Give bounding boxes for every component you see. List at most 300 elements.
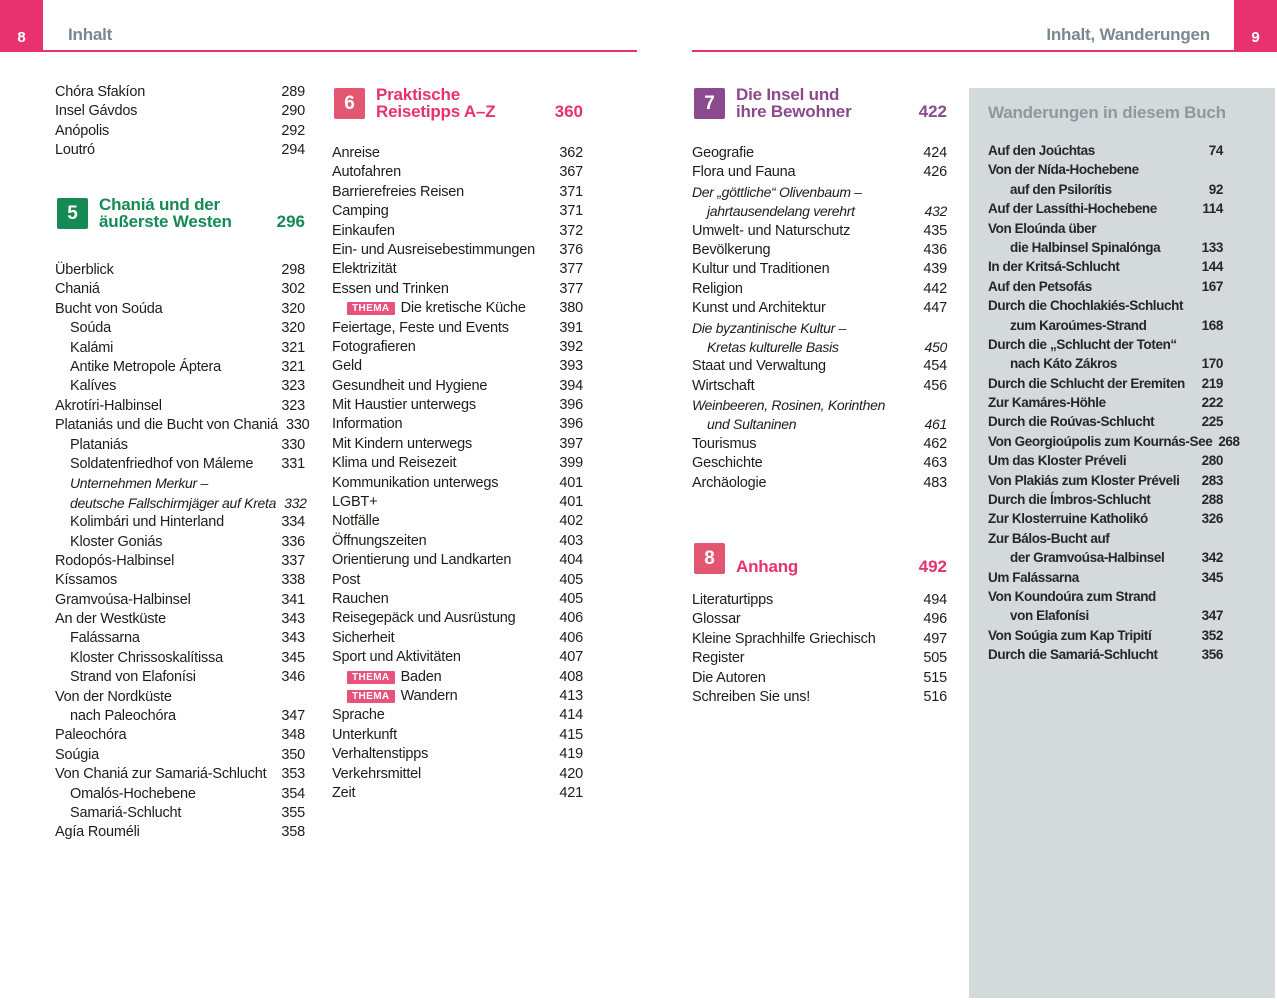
hike-entry xyxy=(988,318,1223,337)
entry-label: Zur Kamáres-Höhle xyxy=(988,395,1106,411)
entry-page: 439 xyxy=(923,261,947,278)
entry-label: Von Koundoúra zum Strand xyxy=(988,588,1156,604)
entry-label: Notfälle xyxy=(332,513,380,530)
thema-badge: THEMA xyxy=(347,302,395,315)
entry-label: Mit Kindern unterwegs xyxy=(332,435,473,452)
entry-label: Paleochóra xyxy=(55,727,127,744)
toc-entry xyxy=(332,513,583,532)
entry-label: Durch die Samariá-Schlucht xyxy=(988,647,1158,663)
hike-entry xyxy=(988,570,1223,589)
toc-entry xyxy=(332,145,583,164)
toc-entry xyxy=(332,727,583,746)
entry-label: Samariá-Schlucht xyxy=(70,805,182,821)
toc-entry xyxy=(55,514,305,533)
entry-page: 392 xyxy=(559,338,583,355)
entry-label: Reisegepäck und Ausrüstung xyxy=(332,610,516,627)
hike-entry xyxy=(988,608,1223,627)
toc-entry xyxy=(692,592,947,611)
section-5-title-line1: Chaniá und der xyxy=(99,195,220,215)
entry-page: 92 xyxy=(1208,181,1223,197)
entry-page: 219 xyxy=(1201,375,1223,391)
entry-label: Archäologie xyxy=(692,474,767,491)
toc-entry xyxy=(332,610,583,629)
entry-page: 332 xyxy=(284,494,307,511)
toc-entry xyxy=(55,650,305,669)
toc-entry xyxy=(55,340,305,359)
toc-entry xyxy=(332,300,583,319)
entry-label: Glossar xyxy=(692,611,741,628)
toc-entry xyxy=(332,378,583,397)
entry-label: Geschichte xyxy=(692,455,763,472)
toc-entry xyxy=(55,437,305,456)
entry-page: 283 xyxy=(1201,472,1223,488)
entry-label: Von der Nída-Hochebene xyxy=(988,162,1139,178)
entry-label: Kultur und Traditionen xyxy=(692,261,830,278)
entry-page: 367 xyxy=(559,164,583,181)
entry-label: Geld xyxy=(332,358,362,375)
section-5-number-box: 5 xyxy=(57,198,88,229)
hike-entry xyxy=(988,162,1223,181)
entry-label: und Sultaninen xyxy=(707,416,797,433)
entry-label: Von der Nordküste xyxy=(55,688,172,705)
toc-list-section8 xyxy=(692,592,947,708)
entry-page: 515 xyxy=(923,669,947,686)
section-7-heading xyxy=(692,86,947,120)
toc-entry xyxy=(692,281,947,300)
entry-label: auf den Psilorítis xyxy=(1010,181,1112,197)
toc-entry xyxy=(332,203,583,222)
entry-label: Strand von Elafonísi xyxy=(70,669,196,686)
toc-entry xyxy=(55,301,305,320)
hike-entry xyxy=(988,201,1223,220)
toc-entry xyxy=(332,184,583,203)
toc-entry xyxy=(692,261,947,280)
entry-page: 401 xyxy=(559,474,583,491)
hike-entry xyxy=(988,279,1223,298)
toc-entry xyxy=(692,631,947,650)
entry-label: Um das Kloster Préveli xyxy=(988,453,1127,469)
toc-entry xyxy=(332,746,583,765)
toc-entry xyxy=(55,262,305,281)
entry-label: Durch die Schlucht der Eremiten xyxy=(988,375,1185,391)
entry-page: 432 xyxy=(924,203,947,220)
toc-entry xyxy=(55,103,305,122)
toc-entry xyxy=(55,786,305,805)
entry-label: Kunst und Architektur xyxy=(692,300,826,317)
entry-page: 372 xyxy=(559,222,583,239)
entry-page: 396 xyxy=(559,397,583,414)
entry-label: Öffnungszeiten xyxy=(332,532,427,549)
entry-label: Religion xyxy=(692,280,743,297)
entry-label: Umwelt- und Naturschutz xyxy=(692,222,851,239)
entry-label: Mit Haustier unterwegs xyxy=(332,397,476,414)
entry-page: 454 xyxy=(923,358,947,375)
entry-page: 353 xyxy=(281,766,305,783)
entry-label: Falássarna xyxy=(70,630,140,647)
page-number-right: 9 xyxy=(1234,0,1277,52)
entry-label: Flora und Fauna xyxy=(692,164,796,181)
toc-entry xyxy=(55,281,305,300)
entry-page: 404 xyxy=(559,552,583,569)
entry-label: Autofahren xyxy=(332,164,401,181)
hike-entry xyxy=(988,511,1223,530)
entry-page: 330 xyxy=(281,436,305,453)
entry-label: deutsche Fallschirmjäger auf Kreta xyxy=(70,494,277,511)
entry-page: 343 xyxy=(281,630,305,647)
hikes-list xyxy=(988,143,1240,667)
hike-entry xyxy=(988,395,1223,414)
toc-entry xyxy=(332,591,583,610)
entry-page: 331 xyxy=(281,455,305,472)
entry-page: 290 xyxy=(281,103,305,120)
entry-page: 345 xyxy=(1201,569,1223,585)
entry-page: 326 xyxy=(1201,511,1223,527)
entry-page: 114 xyxy=(1202,201,1223,217)
entry-label: Zur Klosterruine Katholikó xyxy=(988,511,1148,527)
entry-page: 144 xyxy=(1201,259,1223,275)
entry-page: 463 xyxy=(923,455,947,472)
entry-label: Chaniá xyxy=(55,281,100,298)
entry-page: 405 xyxy=(559,590,583,607)
entry-label: Plataniás xyxy=(70,436,128,453)
entry-page: 435 xyxy=(923,222,947,239)
section-7-page: 422 xyxy=(918,102,947,121)
toc-entry xyxy=(332,320,583,339)
toc-entry xyxy=(692,320,947,339)
entry-page: 426 xyxy=(923,164,947,181)
entry-page: 350 xyxy=(281,746,305,763)
entry-label: Die byzantinische Kultur – xyxy=(692,319,847,336)
hike-entry xyxy=(988,356,1223,375)
hike-entry xyxy=(988,182,1223,201)
entry-page: 461 xyxy=(924,416,947,433)
toc-entry xyxy=(55,475,305,494)
toc-entry xyxy=(692,300,947,319)
entry-page: 268 xyxy=(1218,433,1240,449)
section-5-page: 296 xyxy=(276,212,305,232)
entry-label: Sprache xyxy=(332,707,385,724)
entry-page: 168 xyxy=(1201,317,1223,333)
toc-entry xyxy=(332,688,583,707)
entry-label: Plataniás und die Bucht von Chaniá xyxy=(55,417,278,434)
toc-entry xyxy=(55,456,305,475)
entry-label: LGBT+ xyxy=(332,494,378,511)
toc-entry xyxy=(55,378,305,397)
entry-page: 362 xyxy=(559,145,583,161)
entry-label: Baden xyxy=(400,668,442,685)
hike-entry xyxy=(988,589,1223,608)
toc-column-2 xyxy=(332,86,583,804)
entry-page: 397 xyxy=(559,435,583,452)
toc-entry xyxy=(332,416,583,435)
toc-entry xyxy=(692,397,947,416)
entry-label: Camping xyxy=(332,203,389,220)
entry-label: Kloster Chrissoskalítissa xyxy=(70,649,223,666)
entry-page: 497 xyxy=(923,630,947,647)
entry-page: 377 xyxy=(559,280,583,297)
entry-page: 406 xyxy=(559,629,583,646)
entry-label: Auf den Petsofás xyxy=(988,278,1092,294)
entry-label: Fotografieren xyxy=(332,338,416,355)
toc-entry xyxy=(332,339,583,358)
entry-page: 462 xyxy=(923,435,947,452)
entry-page: 347 xyxy=(1201,608,1223,624)
entry-page: 396 xyxy=(559,416,583,433)
entry-label: Sicherheit xyxy=(332,629,395,646)
toc-entry xyxy=(55,708,305,727)
entry-page: 343 xyxy=(281,611,305,628)
entry-label: Auf der Lassíthi-Hochebene xyxy=(988,201,1157,217)
hikes-panel-title: Wanderungen in diesem Buch xyxy=(988,103,1226,122)
entry-label: Schreiben Sie uns! xyxy=(692,688,811,705)
entry-label: Kalámi xyxy=(70,339,114,356)
toc-entry xyxy=(332,261,583,280)
section-7-title xyxy=(736,86,919,120)
toc-entry xyxy=(55,320,305,339)
entry-page: 321 xyxy=(281,339,305,356)
entry-label: Durch die „Schlucht der Toten“ xyxy=(988,336,1177,352)
entry-label: Einkaufen xyxy=(332,222,395,239)
entry-label: Barrierefreies Reisen xyxy=(332,183,464,200)
entry-label: Literaturtipps xyxy=(692,592,774,609)
entry-label: Staat und Verwaltung xyxy=(692,358,826,375)
entry-page: 342 xyxy=(1201,550,1223,566)
entry-page: 407 xyxy=(559,649,583,666)
toc-entry xyxy=(55,495,305,514)
entry-label: Von Eloúnda über xyxy=(988,220,1097,236)
entry-label: zum Karoúmes-Strand xyxy=(1010,317,1147,333)
section-6-title-line2: Reisetipps A–Z xyxy=(376,102,496,121)
toc-entry xyxy=(55,592,305,611)
entry-page: 74 xyxy=(1208,143,1223,158)
toc-entry xyxy=(55,142,305,161)
thema-badge: THEMA xyxy=(347,671,395,684)
entry-label: Orientierung und Landkarten xyxy=(332,552,512,569)
entry-label: Essen und Trinken xyxy=(332,280,449,297)
entry-label: Rauchen xyxy=(332,590,389,607)
entry-label: Bevölkerung xyxy=(692,241,771,258)
entry-page: 391 xyxy=(559,319,583,336)
hike-entry xyxy=(988,376,1223,395)
toc-entry xyxy=(55,824,305,843)
entry-page: 323 xyxy=(281,378,305,395)
entry-label: Feiertage, Feste und Events xyxy=(332,319,509,336)
entry-page: 320 xyxy=(281,320,305,337)
entry-page: 222 xyxy=(1201,395,1223,411)
section-5-title xyxy=(99,196,277,230)
entry-page: 393 xyxy=(559,358,583,375)
toc-entry xyxy=(332,669,583,688)
entry-page: 456 xyxy=(923,377,947,394)
toc-entry xyxy=(332,494,583,513)
entry-page: 414 xyxy=(559,707,583,724)
entry-label: die Halbinsel Spinalónga xyxy=(1010,239,1161,255)
section-5-title-line2: äußerste Westen xyxy=(99,212,232,232)
entry-label: Tourismus xyxy=(692,435,757,452)
entry-page: 394 xyxy=(559,377,583,394)
entry-page: 419 xyxy=(559,746,583,763)
entry-label: jahrtausendelang verehrt xyxy=(707,203,855,220)
entry-page: 292 xyxy=(281,122,305,139)
hike-entry xyxy=(988,647,1223,666)
entry-label: Omalós-Hochebene xyxy=(70,785,196,802)
entry-page: 405 xyxy=(559,571,583,588)
entry-label: nach Paleochóra xyxy=(70,708,176,725)
entry-page: 496 xyxy=(923,611,947,628)
entry-page: 371 xyxy=(559,203,583,220)
toc-entry xyxy=(332,242,583,261)
toc-entry xyxy=(55,689,305,708)
toc-entry xyxy=(692,455,947,474)
entry-page: 294 xyxy=(281,142,305,159)
entry-label: Kolimbári und Hinterland xyxy=(70,514,224,531)
entry-label: Information xyxy=(332,416,403,433)
entry-page: 225 xyxy=(1201,414,1223,430)
entry-label: Kleine Sprachhilfe Griechisch xyxy=(692,630,876,647)
entry-label: Wandern xyxy=(400,687,458,704)
entry-page: 450 xyxy=(924,338,947,355)
toc-column-3 xyxy=(692,86,947,708)
entry-page: 289 xyxy=(281,84,305,100)
entry-label: von Elafonísi xyxy=(1010,608,1089,624)
entry-label: Kíssamos xyxy=(55,572,118,589)
toc-entry xyxy=(692,436,947,455)
toc-entry xyxy=(692,164,947,183)
section-8-title xyxy=(736,558,919,575)
section-6-page: 360 xyxy=(554,102,583,121)
hike-entry xyxy=(988,453,1223,472)
toc-entry xyxy=(55,359,305,378)
section-6-number-box: 6 xyxy=(334,88,365,119)
entry-label: Sport und Aktivitäten xyxy=(332,649,461,666)
hike-entry xyxy=(988,240,1223,259)
entry-page: 505 xyxy=(923,650,947,667)
entry-label: Der „göttliche“ Olivenbaum – xyxy=(692,183,862,200)
entry-label: Durch die Ímbros-Schlucht xyxy=(988,492,1151,508)
toc-entry xyxy=(55,630,305,649)
entry-page: 288 xyxy=(1201,492,1223,508)
entry-page: 320 xyxy=(281,300,305,317)
entry-page: 358 xyxy=(281,824,305,841)
toc-entry xyxy=(55,123,305,142)
toc-entry xyxy=(692,242,947,261)
entry-label: Zeit xyxy=(332,784,356,801)
toc-entry xyxy=(332,785,583,804)
toc-entry xyxy=(332,572,583,591)
toc-list-section6 xyxy=(332,145,583,804)
section-6-title-line1: Praktische xyxy=(376,85,460,104)
entry-label: Agía Rouméli xyxy=(55,824,140,841)
entry-label: Gramvoúsa-Halbinsel xyxy=(55,591,191,608)
entry-page: 347 xyxy=(281,708,305,725)
entry-label: An der Westküste xyxy=(55,611,166,628)
entry-label: nach Káto Zákros xyxy=(1010,356,1117,372)
hike-entry xyxy=(988,492,1223,511)
hike-entry xyxy=(988,433,1240,453)
toc-entry xyxy=(332,630,583,649)
entry-page: 442 xyxy=(923,280,947,297)
entry-page: 334 xyxy=(281,514,305,531)
entry-page: 345 xyxy=(281,649,305,666)
entry-label: Elektrizität xyxy=(332,261,397,278)
entry-page: 403 xyxy=(559,532,583,549)
entry-label: Verkehrsmittel xyxy=(332,765,422,782)
entry-label: Loutró xyxy=(55,142,95,159)
entry-page: 355 xyxy=(281,805,305,821)
toc-entry xyxy=(692,358,947,377)
toc-entry xyxy=(55,572,305,591)
entry-page: 298 xyxy=(281,262,305,279)
toc-entry xyxy=(55,84,305,103)
entry-page: 346 xyxy=(281,669,305,686)
section-8-heading xyxy=(692,543,947,575)
entry-page: 167 xyxy=(1201,278,1223,294)
toc-entry xyxy=(692,689,947,708)
entry-page: 377 xyxy=(559,261,583,278)
toc-entry xyxy=(332,552,583,571)
toc-entry xyxy=(55,747,305,766)
entry-page: 516 xyxy=(923,688,947,705)
entry-page: 494 xyxy=(923,592,947,609)
toc-entry xyxy=(692,145,947,164)
hike-entry xyxy=(988,628,1223,647)
entry-label: Wirtschaft xyxy=(692,377,755,394)
toc-entry xyxy=(332,397,583,416)
entry-label: Gesundheit und Hygiene xyxy=(332,377,488,394)
entry-label: Auf den Joúchtas xyxy=(988,143,1095,158)
entry-label: Geografie xyxy=(692,145,754,161)
entry-page: 338 xyxy=(281,572,305,589)
entry-label: Durch die Chochlakiés-Schlucht xyxy=(988,298,1184,314)
entry-page: 336 xyxy=(281,533,305,550)
entry-label: Unternehmen Merkur – xyxy=(70,475,208,492)
entry-label: Soldatenfriedhof von Máleme xyxy=(70,455,254,472)
entry-page: 321 xyxy=(281,359,305,376)
toc-list-section5 xyxy=(55,262,310,844)
toc-entry xyxy=(332,533,583,552)
entry-label: Soúgia xyxy=(55,746,99,763)
entry-page: 447 xyxy=(923,300,947,317)
toc-entry xyxy=(332,164,583,183)
toc-entry xyxy=(692,378,947,397)
entry-page: 483 xyxy=(923,474,947,491)
entry-label: Bucht von Soúda xyxy=(55,300,163,317)
entry-page: 133 xyxy=(1201,239,1223,255)
toc-list-section7 xyxy=(692,145,947,494)
entry-page: 424 xyxy=(923,145,947,161)
section-7-number-box: 7 xyxy=(694,88,725,119)
toc-entry xyxy=(692,339,947,358)
section-7-title-line2: ihre Bewohner xyxy=(736,102,852,121)
toc-entry xyxy=(692,670,947,689)
hike-entry xyxy=(988,414,1223,433)
entry-label: Kalíves xyxy=(70,378,117,395)
entry-page: 402 xyxy=(559,513,583,530)
entry-label: Insel Gávdos xyxy=(55,103,138,120)
entry-page: 399 xyxy=(559,455,583,472)
section-6-heading xyxy=(332,86,583,120)
toc-entry xyxy=(55,417,310,436)
entry-page: 420 xyxy=(559,765,583,782)
toc-entry xyxy=(55,727,305,746)
toc-list-intro xyxy=(55,84,305,162)
toc-entry xyxy=(332,766,583,785)
hike-entry xyxy=(988,531,1223,550)
entry-page: 352 xyxy=(1201,627,1223,643)
entry-page: 380 xyxy=(559,300,583,317)
entry-label: Um Falássarna xyxy=(988,569,1079,585)
toc-entry xyxy=(55,534,305,553)
